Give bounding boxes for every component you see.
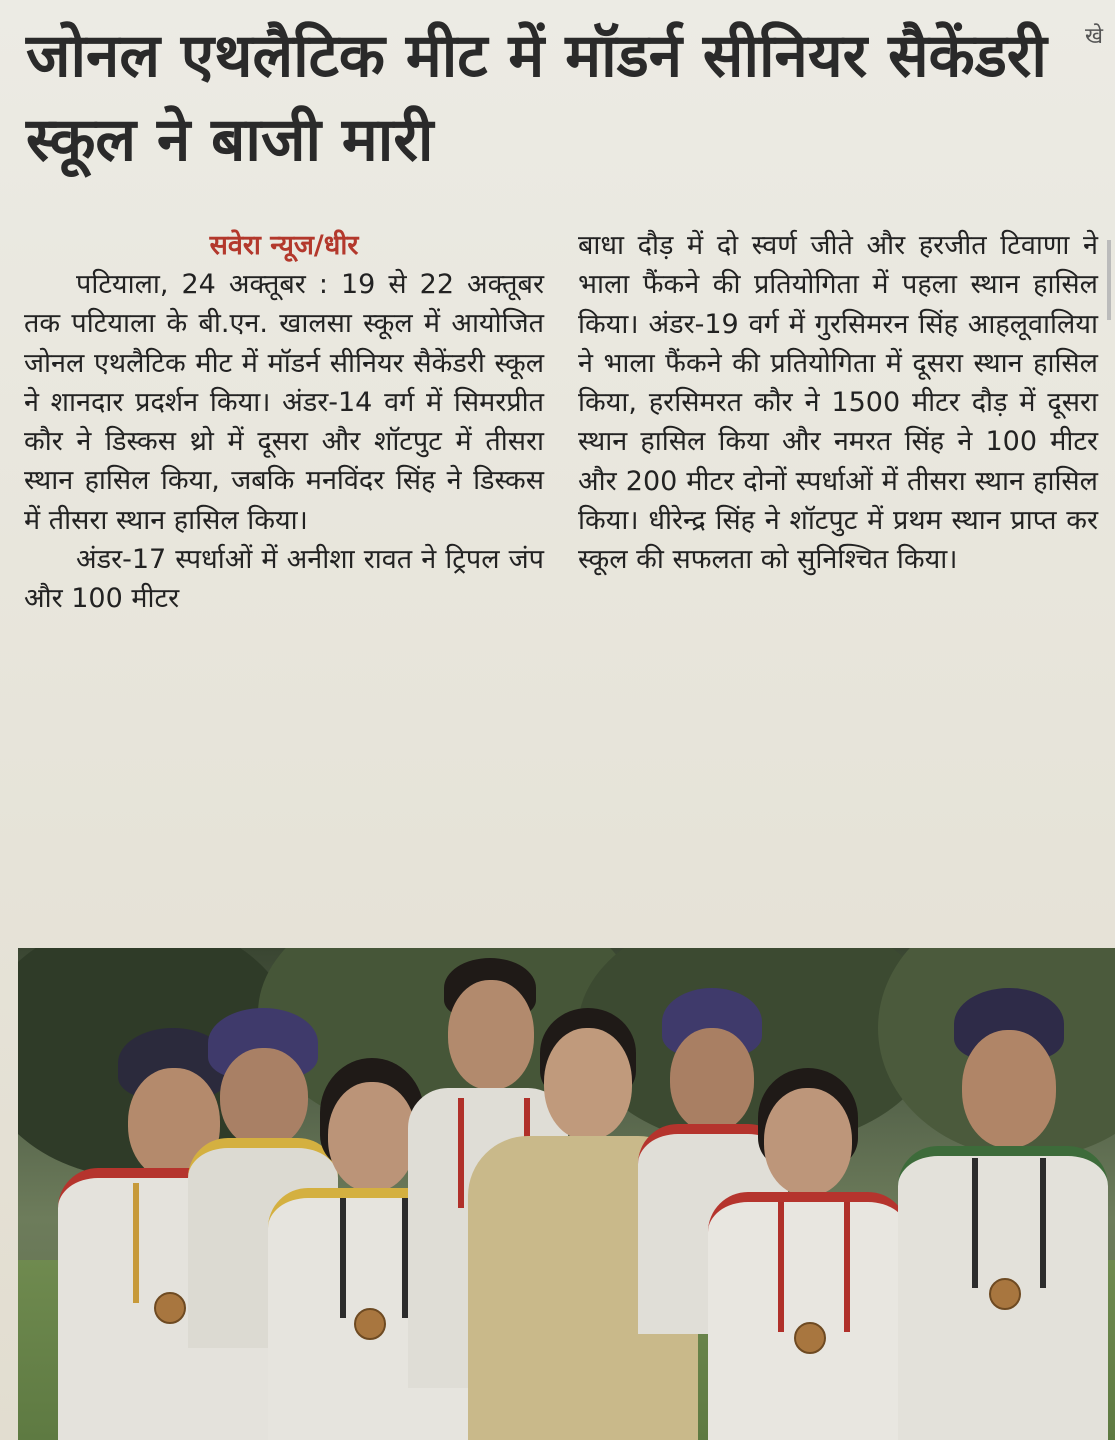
medal-ribbon [972,1158,1046,1288]
medal-icon [354,1308,386,1340]
face [544,1028,632,1140]
article-paragraph-1: पटियाला, 24 अक्तूबर : 19 से 22 अक्तूबर तक पटियाला के बी.एन. खालसा स्कूल में आयोजित जोनल एथलैटिक मीट में मॉडर्न सीनियर सैकेंडरी स्कूल ने शानदार प्रदर्शन किया। अंडर-14 वर्ग में सिमरप्रीत कौर ने डिस्कस थ्रो में दूसरा और शॉटपुट में तीसरा स्थान हासिल किया, जबकि मनविंदर सिंह ने डिस्कस में तीसरा स्थान हासिल किया। [24,269,544,536]
medal-ribbon [340,1198,408,1318]
adjacent-column-edge [1107,240,1111,320]
student-7 [898,978,1108,1440]
face [962,1030,1056,1148]
article-paragraph-3: बाधा दौड़ में दो स्वर्ण जीते और हरजीत टिवाणा ने भाला फैंकने की प्रतियोगिता में पहला स्थान हासिल किया। अंडर-19 वर्ग में गुरसिमरन सिंह आहलूवालिया ने भाला फैंकने की प्रतियोगिता में दूसरा स्थान हासिल किया, हरसिमरत कौर ने 1500 मीटर दौड़ में दूसरा स्थान हासिल किया और नमरत सिंह ने 100 मीटर और 200 मीटर दोनों स्पर्धाओं में तीसरा स्थान हासिल किया। धीरेन्द्र सिंह ने शॉटपुट में प्रथम स्थान प्राप्त कर स्कूल की सफलता को सुनिश्चित किया। [578,230,1098,576]
medal-icon [989,1278,1021,1310]
article-column-right [578,226,1098,580]
student-6 [708,1068,908,1440]
medal-ribbon [778,1202,850,1332]
face [328,1082,416,1192]
team-photo [18,948,1115,1440]
byline: सवेरा न्यूज/धीर [209,230,359,261]
headline: जोनल एथलैटिक मीट में मॉडर्न सीनियर सैकेंडरी स्कूल ने बाजी मारी [26,21,1047,175]
face [764,1088,852,1196]
medal-icon [154,1292,186,1324]
adjacent-article-edge-text: खे [1085,24,1103,49]
article-column-left [24,226,544,619]
article-paragraph-2: अंडर-17 स्पर्धाओं में अनीशा रावत ने ट्रिपल जंप और 100 मीटर [24,544,544,615]
medal-icon [794,1322,826,1354]
